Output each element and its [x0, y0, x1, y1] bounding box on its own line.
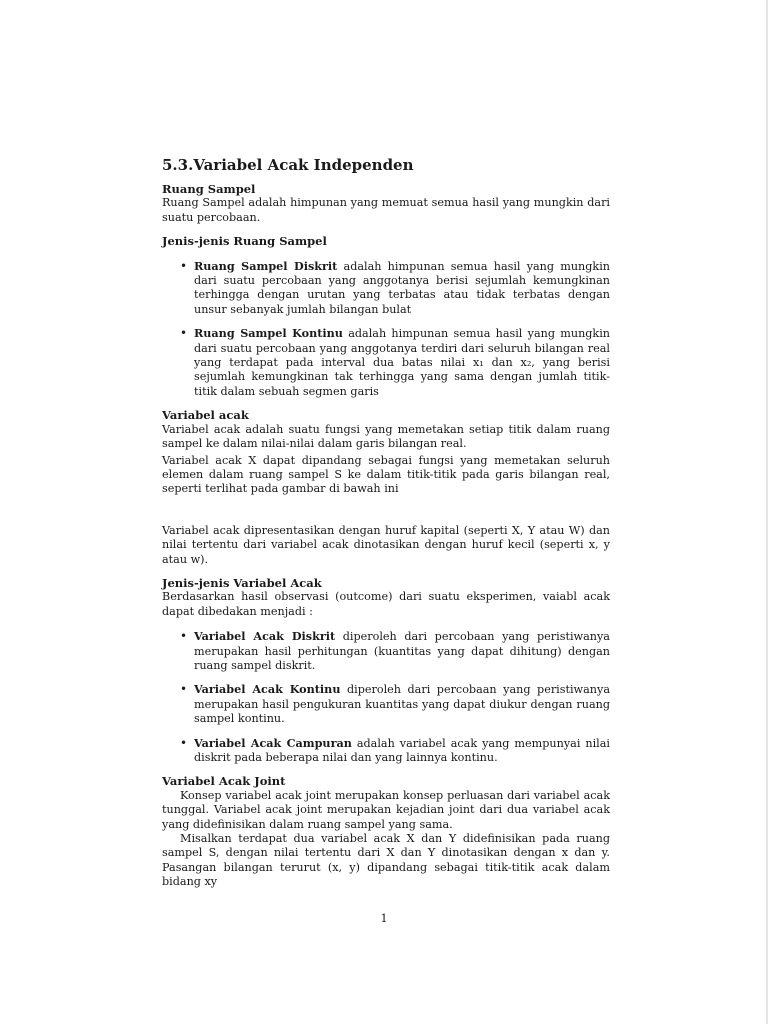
- heading-variabel-acak: Variabel acak: [162, 408, 249, 423]
- paragraph-ruang-sampel: Ruang Sampel adalah himpunan yang memuat semua hasil yang mungkin dari suatu percobaan.: [162, 196, 610, 224]
- list-jenis-variabel-acak: [162, 629, 610, 765]
- list-item: [194, 682, 610, 726]
- heading-jenis-ruang-sampel: Jenis-jenis Ruang Sampel: [162, 234, 327, 249]
- paragraph-joint-1: Konsep variabel acak joint merupakan konsep perluasan dari variabel acak tunggal. Variabel acak joint merupakan kejadian joint dari dua variabel acak yang didefinisikan dalam ruang sampel yang sama.: [162, 788, 610, 831]
- list-item: [194, 326, 610, 399]
- page-content: [162, 156, 610, 890]
- list-item: [194, 629, 610, 673]
- list-item: [194, 736, 610, 766]
- list-item-text: diperoleh dari percobaan yang peristiwanya merupakan hasil perhitungan (kuantitas yang dapat dihitung) dengan ruang sampel diskrit.: [194, 630, 610, 672]
- list-item-term: Ruang Sampel Diskrit: [194, 258, 338, 273]
- paragraph-joint-2: Misalkan terdapat dua variabel acak X dan Y didefinisikan pada ruang sampel S, dengan nilai tertentu dari X dan Y dinotasikan dengan x dan y. Pasangan bilangan terurut (x, y) dipandang sebagai titik-titik acak dalam bidang xy: [162, 832, 610, 889]
- list-jenis-ruang-sampel: [162, 259, 610, 400]
- list-item-term: Ruang Sampel Kontinu: [194, 326, 343, 341]
- heading-variabel-acak-joint: Variabel Acak Joint: [162, 774, 286, 789]
- list-item: [194, 259, 610, 318]
- list-item-term: Variabel Acak Campuran: [194, 735, 352, 750]
- section-ruang-sampel: [162, 182, 610, 225]
- page-number: 1: [380, 912, 388, 925]
- list-item-text: adalah himpunan semua hasil yang mungkin dari suatu percobaan yang anggotanya terdiri dari seluruh bilangan real yang terdapat pada interval dua batas nilai x₁ dan x₂, yang berisi sejumlah kemungkinan tak terhingga yang sama dengan jumlah titik-titik dalam sebuah segmen garis: [194, 327, 610, 398]
- section-jenis-variabel-acak: [162, 576, 610, 765]
- paragraph-variabel-acak-1: Variabel acak adalah suatu fungsi yang memetakan setiap titik dalam ruang sampel ke dalam nilai-nilai dalam garis bilangan real.: [162, 422, 610, 451]
- list-item-text: diperoleh dari percobaan yang peristiwanya merupakan hasil pengukuran kuantitas yang dapat diukur dengan ruang sampel kontinu.: [194, 683, 610, 726]
- paragraph-variabel-acak-3: Variabel acak dipresentasikan dengan huruf kapital (seperti X, Y atau W) dan nilai tertentu dari variabel acak dinotasikan dengan huruf kecil (seperti x, y atau w).: [162, 523, 610, 566]
- list-item-text: adalah himpunan semua hasil yang mungkin dari suatu percobaan yang anggotanya berisi sejumlah kemungkinan terhingga dengan urutan yang terbatas atau tidak terbatas dengan unsur sebanyak jumlah bilangan bulat: [194, 259, 610, 316]
- list-item-term: Variabel Acak Diskrit: [194, 629, 336, 644]
- paragraph-jenis-variabel-intro: Berdasarkan hasil observasi (outcome) dari suatu eksperimen, vaiabl acak dapat dibedakan menjadi :: [162, 590, 610, 618]
- list-item-term: Variabel Acak Kontinu: [194, 682, 341, 697]
- section-title: 5.3.Variabel Acak Independen: [162, 156, 414, 174]
- figure-placeholder: [162, 497, 610, 524]
- list-item-text: adalah variabel acak yang mempunyai nilai diskrit pada beberapa nilai dan yang lainnya kontinu.: [194, 736, 610, 764]
- paragraph-variabel-acak-2: Variabel acak X dapat dipandang sebagai fungsi yang memetakan seluruh elemen dalam ruang sampel S ke dalam titik-titik pada garis bilangan real, seperti terlihat pada gambar di bawah ini: [162, 453, 610, 496]
- section-variabel-acak-joint: [162, 774, 610, 889]
- heading-ruang-sampel: Ruang Sampel: [162, 182, 256, 196]
- section-jenis-ruang-sampel: [162, 234, 610, 399]
- heading-jenis-variabel-acak: Jenis-jenis Variabel Acak: [162, 575, 322, 590]
- section-variabel-acak: [162, 408, 610, 567]
